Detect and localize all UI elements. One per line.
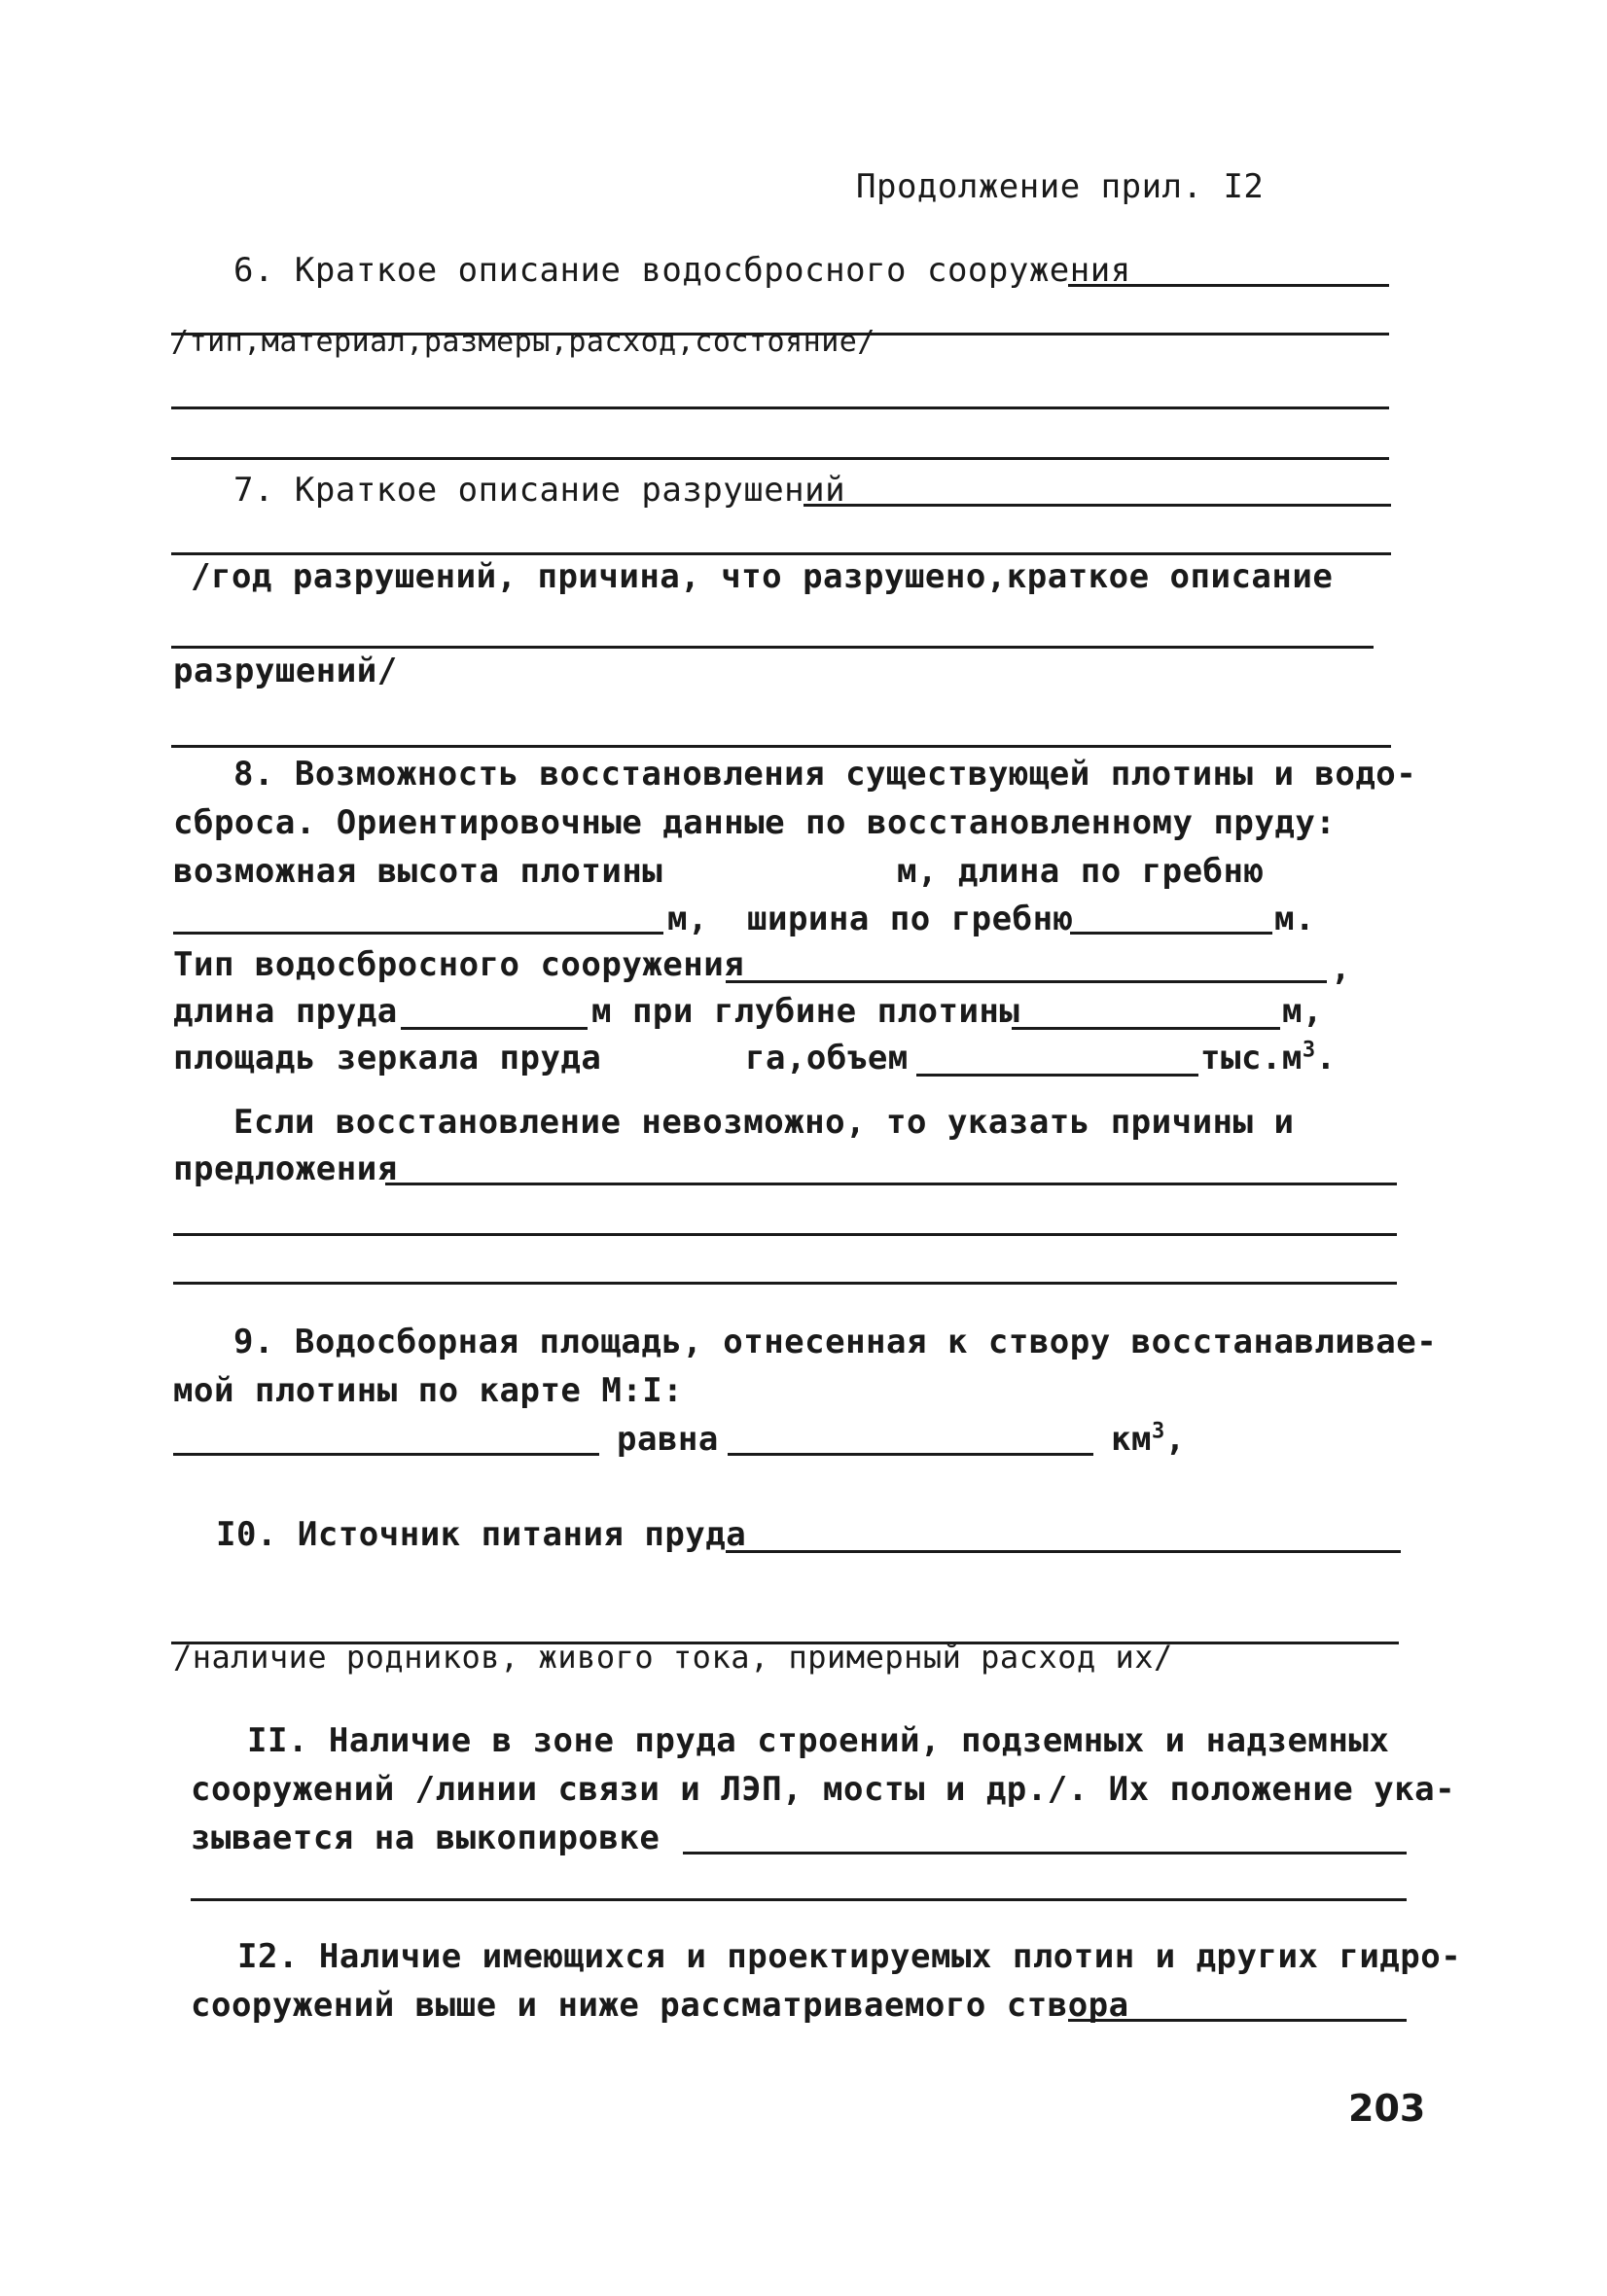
- section-8-impossible-text: Если восстановление невозможно, то указать причины и: [233, 1103, 1295, 1142]
- section-9-map-field[interactable]: [173, 1453, 599, 1456]
- section-10-hint: /наличие родников, живого тока, примерный расход их/: [173, 1639, 1173, 1676]
- section-8-volume-label: га,объем: [745, 1039, 909, 1077]
- section-9-area-field[interactable]: [728, 1453, 1093, 1456]
- continuation-header: Продолжение прил. I2: [856, 167, 1265, 206]
- section-11-line-2: сооружений /линии связи и ЛЭП, мосты и др./. Их положение ука-: [191, 1770, 1456, 1809]
- section-9-equals-label: равна: [617, 1420, 719, 1459]
- section-8-comma: ,: [1331, 949, 1351, 988]
- section-8-meters-unit-3: м,: [1282, 992, 1323, 1031]
- section-7-hint-2: разрушений/: [173, 652, 398, 690]
- section-6-hint: /тип,материал,размеры,расход,состояние/: [171, 325, 875, 359]
- section-8-dam-depth-label: м при глубине плотины: [591, 992, 1020, 1031]
- section-12-answer-line[interactable]: [1068, 2019, 1407, 2022]
- section-8-meters-unit: м,: [667, 900, 708, 938]
- section-8-proposals-line-2[interactable]: [173, 1233, 1397, 1236]
- page-number: 203: [1348, 2087, 1426, 2130]
- section-11-line-2-field[interactable]: [191, 1898, 1407, 1901]
- section-8-spillway-type-label: Тип водосбросного сооружения: [173, 945, 745, 984]
- section-8-line-1: 8. Возможность восстановления существующей плотины и водо-: [233, 755, 1417, 794]
- section-8-surface-area-label: площадь зеркала пруда: [173, 1039, 602, 1077]
- section-7-line-4[interactable]: [171, 745, 1391, 748]
- section-9-line-1: 9. Водосборная площадь, отнесенная к створу восстанавливае-: [233, 1323, 1438, 1361]
- section-7-hint-1: /год разрушений, причина, что разрушено,краткое описание: [191, 557, 1334, 596]
- section-6-line-3[interactable]: [171, 457, 1389, 460]
- section-8-crest-width-label: ширина по гребню: [747, 900, 1074, 938]
- section-12-line-1: I2. Наличие имеющихся и проектируемых плотин и других гидро-: [237, 1937, 1462, 1976]
- section-8-crest-length-field[interactable]: [173, 932, 663, 935]
- section-6-answer-line[interactable]: [1068, 284, 1389, 287]
- section-6-text: 6. Краткое описание водосбросного сооружения: [233, 251, 1131, 290]
- section-8-line-2: сброса. Ориентировочные данные по восстановленному пруду:: [173, 803, 1337, 842]
- section-8-crest-width-field[interactable]: [1070, 932, 1272, 935]
- section-8-dam-depth-field[interactable]: [1012, 1027, 1280, 1030]
- section-8-proposals-line-1[interactable]: [385, 1183, 1397, 1185]
- section-10-answer-line[interactable]: [726, 1550, 1401, 1553]
- section-8-pond-length-label: длина пруда: [173, 992, 398, 1031]
- section-11-line-1: II. Наличие в зоне пруда строений, подземных и надземных: [247, 1721, 1390, 1760]
- section-7-line-3[interactable]: [171, 646, 1374, 649]
- section-6-line-2[interactable]: [171, 406, 1389, 409]
- section-7-answer-line[interactable]: [804, 504, 1391, 507]
- section-12-line-2: сооружений выше и ниже рассматриваемого створа: [191, 1986, 1129, 2025]
- section-8-volume-field[interactable]: [916, 1074, 1198, 1077]
- section-11-answer-line[interactable]: [683, 1852, 1407, 1854]
- section-8-proposals-label: предложения: [173, 1149, 398, 1188]
- section-9-line-2: мой плотины по карте М:I:: [173, 1371, 684, 1410]
- section-8-pond-length-field[interactable]: [401, 1027, 588, 1030]
- section-8-volume-unit: $тыс.м^3$.: [1200, 1038, 1337, 1077]
- section-8-proposals-line-3[interactable]: [173, 1282, 1397, 1285]
- section-8-spillway-type-field[interactable]: [726, 980, 1327, 983]
- section-7-line-2[interactable]: [171, 552, 1391, 555]
- section-8-dam-height-label: возможная высота плотины: [173, 852, 663, 891]
- section-7-text: 7. Краткое описание разрушений: [233, 471, 846, 510]
- section-10-text: I0. Источник питания пруда: [216, 1515, 747, 1554]
- section-8-crest-length-label: м, длина по гребню: [897, 852, 1265, 891]
- section-9-area-unit: $км^3$,: [1111, 1419, 1186, 1459]
- section-11-line-3: зывается на выкопировке: [191, 1819, 661, 1857]
- section-8-meters-unit-2: м.: [1274, 900, 1315, 938]
